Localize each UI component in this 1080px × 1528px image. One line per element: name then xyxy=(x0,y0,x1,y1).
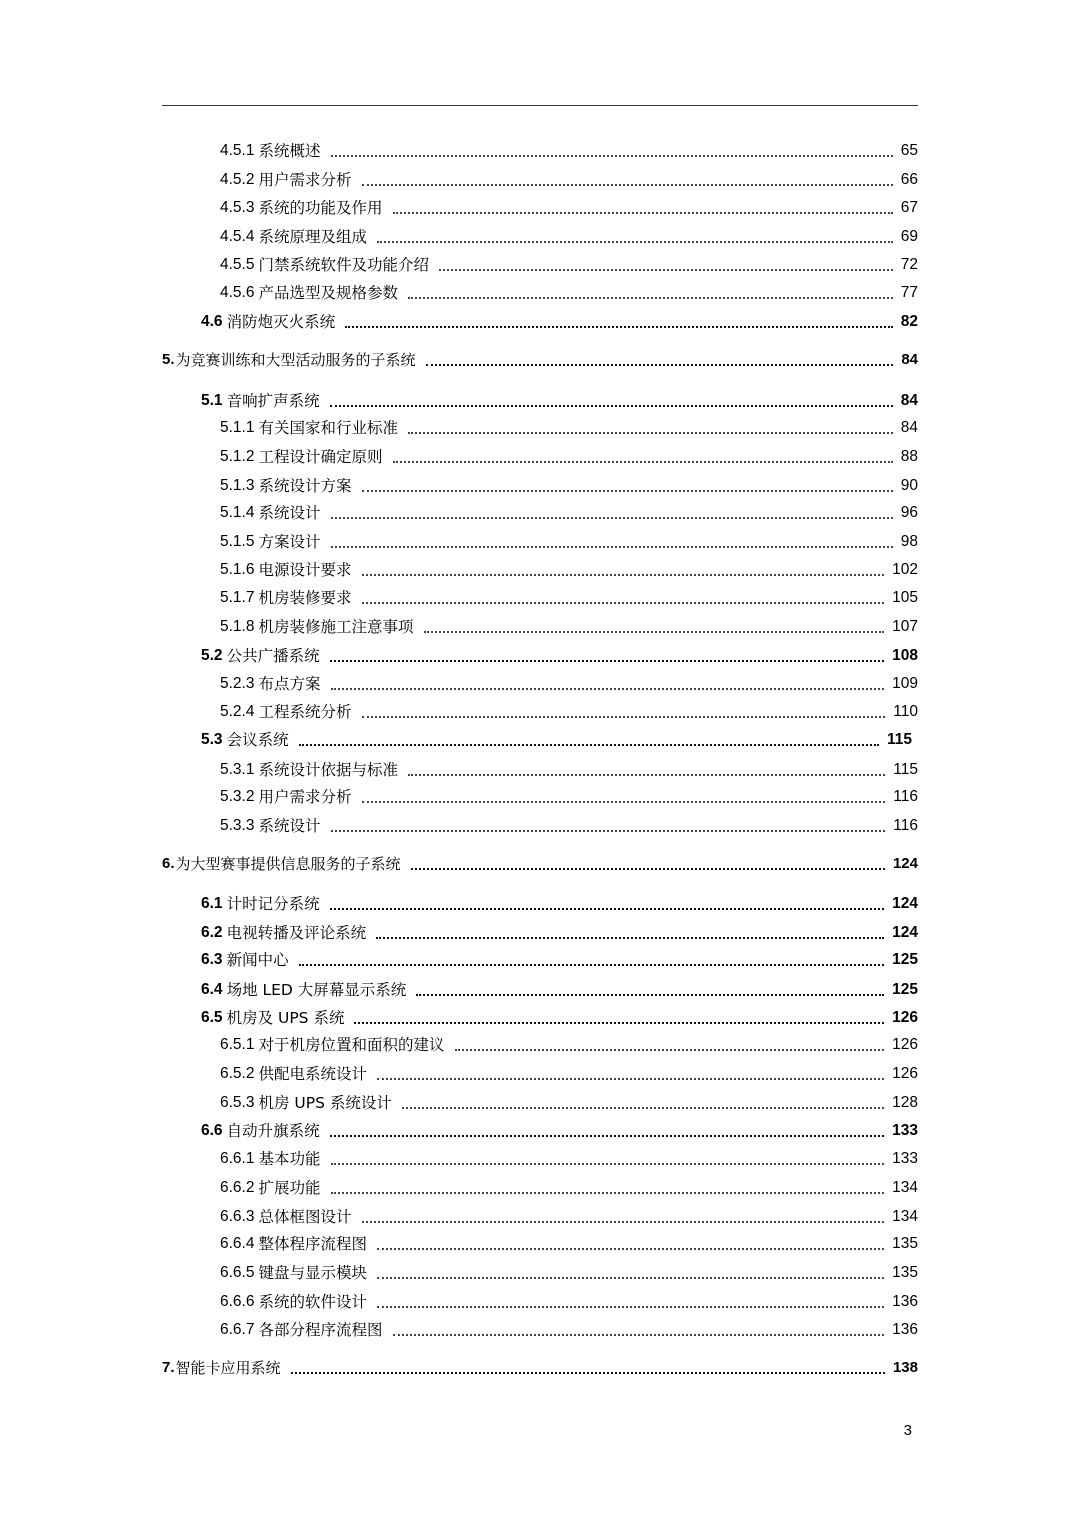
toc-entry-number: 4.5.3 xyxy=(220,199,255,216)
toc-entry-title: 为大型赛事提供信息服务的子系统 xyxy=(175,855,401,873)
toc-dot-leader xyxy=(455,1039,885,1051)
toc-entry-title: 有关国家和行业标准 xyxy=(258,419,398,437)
toc-entry-page: 124 xyxy=(892,924,918,941)
toc-entry xyxy=(220,137,918,161)
toc-entry-title: 工程系统分析 xyxy=(258,703,352,721)
toc-dot-leader xyxy=(330,650,885,662)
toc-entry-title: 系统的软件设计 xyxy=(258,1293,367,1311)
toc-entry-title: 各部分程序流程图 xyxy=(258,1321,383,1339)
toc-entry-number: 5. xyxy=(162,351,175,368)
toc-entry-title: 系统概述 xyxy=(258,142,321,160)
toc-entry-number: 6.4 xyxy=(201,981,223,998)
toc-entry-number: 5.2 xyxy=(201,647,223,664)
toc-entry xyxy=(220,1145,918,1169)
toc-entry xyxy=(201,976,918,1000)
toc-entry xyxy=(220,1089,918,1113)
toc-dot-leader xyxy=(362,1211,885,1223)
toc-entry xyxy=(220,194,918,218)
toc-entry-title: 门禁系统软件及功能介绍 xyxy=(258,256,429,274)
toc-entry-title: 新闻中心 xyxy=(226,951,289,969)
toc-dot-leader xyxy=(408,287,893,299)
toc-dot-leader xyxy=(331,1182,885,1194)
toc-entry-page: 82 xyxy=(900,313,918,330)
toc-entry-page: 116 xyxy=(893,788,918,805)
toc-entry-page: 138 xyxy=(892,1359,918,1376)
toc-entry-page: 102 xyxy=(892,561,918,578)
toc-entry-title: 公共广播系统 xyxy=(226,647,320,665)
toc-entry-title: 机房装修施工注意事项 xyxy=(258,618,414,636)
toc-dot-leader xyxy=(408,764,885,776)
toc-entry-title: 机房 UPS 系统设计 xyxy=(258,1094,392,1112)
toc-entry-number: 5.3.1 xyxy=(220,761,255,778)
toc-entry xyxy=(220,251,918,275)
toc-entry-page: 67 xyxy=(900,199,918,216)
toc-entry-page: 115 xyxy=(893,761,918,778)
toc-entry-page: 105 xyxy=(892,589,918,606)
toc-entry-page: 135 xyxy=(892,1235,918,1252)
toc-dot-leader xyxy=(331,145,893,157)
toc-entry-number: 5.1.4 xyxy=(220,504,255,521)
toc-entry-title: 系统设计方案 xyxy=(258,477,352,495)
toc-dot-leader xyxy=(330,1125,885,1137)
toc-entry-title: 系统设计 xyxy=(258,504,321,522)
toc-entry-title: 系统设计 xyxy=(258,817,321,835)
toc-entry-number: 5.1.3 xyxy=(220,477,255,494)
toc-dot-leader xyxy=(393,202,893,214)
toc-entry-number: 4.5.4 xyxy=(220,228,255,245)
toc-dot-leader xyxy=(362,706,886,718)
toc-entry-number: 5.1.1 xyxy=(220,419,255,436)
toc-entry xyxy=(162,346,918,370)
toc-entry-title: 布点方案 xyxy=(258,675,321,693)
toc-entry xyxy=(220,1174,918,1198)
toc-entry-number: 6.6 xyxy=(201,1122,223,1139)
toc-entry-number: 4.6 xyxy=(201,313,223,330)
toc-entry-page: 126 xyxy=(892,1065,918,1082)
toc-entry-number: 6.5.3 xyxy=(220,1094,255,1111)
toc-entry xyxy=(220,166,918,190)
toc-entry-number: 5.1.5 xyxy=(220,533,255,550)
toc-dot-leader xyxy=(416,984,884,996)
toc-entry-number: 6.6.6 xyxy=(220,1293,255,1310)
toc-entry-title: 系统设计依据与标准 xyxy=(258,761,398,779)
toc-dot-leader xyxy=(299,734,879,746)
toc-entry xyxy=(220,812,918,836)
toc-entry-number: 6.6.1 xyxy=(220,1150,255,1167)
toc-entry-title: 键盘与显示模块 xyxy=(258,1264,367,1282)
toc-entry-page: 133 xyxy=(892,1150,918,1167)
toc-entry-page: 69 xyxy=(900,228,918,245)
toc-entry-page: 126 xyxy=(892,1009,918,1026)
toc-entry-number: 6.5 xyxy=(201,1009,223,1026)
toc-entry-title: 对于机房位置和面积的建议 xyxy=(258,1036,445,1054)
toc-entry-title: 总体框图设计 xyxy=(258,1208,352,1226)
toc-entry xyxy=(220,1203,918,1227)
toc-dot-leader xyxy=(426,354,894,366)
toc-dot-leader xyxy=(362,480,893,492)
toc-entry-page: 124 xyxy=(892,855,918,872)
toc-entry xyxy=(220,584,918,608)
toc-entry xyxy=(220,279,918,303)
toc-dot-leader xyxy=(362,174,893,186)
toc-entry-page: 133 xyxy=(892,1122,918,1139)
toc-entry-number: 5.1.8 xyxy=(220,618,255,635)
toc-entry-page: 84 xyxy=(901,351,918,368)
toc-dot-leader xyxy=(362,564,885,576)
toc-entry-number: 5.1.2 xyxy=(220,448,255,465)
toc-dot-leader xyxy=(377,1238,884,1250)
toc-entry-number: 6.2 xyxy=(201,924,223,941)
toc-entry xyxy=(220,414,918,438)
toc-entry-number: 4.5.6 xyxy=(220,284,255,301)
toc-entry-number: 5.3.2 xyxy=(220,788,255,805)
toc-entry-page: 128 xyxy=(892,1094,918,1111)
toc-dot-leader xyxy=(402,1097,884,1109)
toc-entry xyxy=(201,890,918,914)
toc-entry xyxy=(220,443,918,467)
toc-entry-page: 109 xyxy=(892,675,918,692)
toc-entry xyxy=(220,670,918,694)
toc-dot-leader xyxy=(330,898,885,910)
toc-entry-page: 116 xyxy=(893,817,918,834)
toc-entry-page: 124 xyxy=(892,895,918,912)
toc-dot-leader xyxy=(393,1324,885,1336)
toc-dot-leader xyxy=(411,858,885,870)
toc-entry-number: 5.1.7 xyxy=(220,589,255,606)
toc-dot-leader xyxy=(377,1068,884,1080)
toc-entry xyxy=(201,1004,918,1028)
toc-entry-number: 6.6.4 xyxy=(220,1235,255,1252)
toc-entry xyxy=(220,556,918,580)
toc-dot-leader xyxy=(408,422,893,434)
toc-entry xyxy=(201,946,918,970)
toc-entry-title: 用户需求分析 xyxy=(258,171,352,189)
toc-entry-page: 84 xyxy=(900,392,918,409)
toc-entry-page: 66 xyxy=(900,171,918,188)
toc-entry-title: 系统的功能及作用 xyxy=(258,199,383,217)
toc-entry-page: 77 xyxy=(900,284,918,301)
toc-entry-title: 机房及 UPS 系统 xyxy=(226,1009,345,1027)
toc-entry-page: 110 xyxy=(893,703,918,720)
toc-entry-number: 6. xyxy=(162,855,175,872)
toc-entry xyxy=(201,1117,918,1141)
toc-entry-page: 115 xyxy=(886,731,912,748)
toc-entry-number: 6.6.2 xyxy=(220,1179,255,1196)
toc-dot-leader xyxy=(331,1153,885,1165)
toc-entry-page: 125 xyxy=(892,981,918,998)
toc-dot-leader xyxy=(424,621,885,633)
toc-entry-page: 65 xyxy=(900,142,918,159)
toc-entry-page: 96 xyxy=(900,504,918,521)
toc-entry-page: 108 xyxy=(892,647,918,664)
toc-entry-number: 5.2.3 xyxy=(220,675,255,692)
toc-entry-page: 134 xyxy=(892,1208,918,1225)
toc-entry-title: 方案设计 xyxy=(258,533,321,551)
toc-entry-page: 136 xyxy=(892,1293,918,1310)
toc-entry-title: 扩展功能 xyxy=(258,1179,321,1197)
toc-entry xyxy=(220,223,918,247)
toc-dot-leader xyxy=(331,820,886,832)
toc-entry xyxy=(162,1354,918,1378)
toc-dot-leader xyxy=(330,395,893,407)
toc-dot-leader xyxy=(439,259,893,271)
toc-entry xyxy=(201,726,912,750)
toc-entry-title: 供配电系统设计 xyxy=(258,1065,367,1083)
toc-entry-page: 84 xyxy=(900,419,918,436)
toc-dot-leader xyxy=(377,231,893,243)
toc-entry-number: 5.1 xyxy=(201,392,223,409)
toc-dot-leader xyxy=(377,1267,884,1279)
toc-entry xyxy=(220,1288,918,1312)
toc-entry-page: 107 xyxy=(892,618,918,635)
toc-entry xyxy=(220,1230,918,1254)
toc-entry-number: 6.1 xyxy=(201,895,223,912)
toc-entry-title: 场地 LED 大屏幕显示系统 xyxy=(226,981,407,999)
toc-entry-number: 6.6.7 xyxy=(220,1321,255,1338)
toc-dot-leader xyxy=(377,1296,884,1308)
toc-entry-title: 为竞赛训练和大型活动服务的子系统 xyxy=(175,351,416,369)
toc-entry xyxy=(220,1259,918,1283)
toc-entry-page: 72 xyxy=(900,256,918,273)
toc-entry-number: 6.6.3 xyxy=(220,1208,255,1225)
toc-entry-number: 5.1.6 xyxy=(220,561,255,578)
toc-entry xyxy=(220,698,918,722)
page-number: 3 xyxy=(903,1422,912,1439)
toc-entry-number: 6.6.5 xyxy=(220,1264,255,1281)
toc-entry-number: 6.5.2 xyxy=(220,1065,255,1082)
toc-entry-page: 136 xyxy=(892,1321,918,1338)
toc-entry-title: 会议系统 xyxy=(226,731,289,749)
toc-dot-leader xyxy=(393,451,893,463)
toc-entry-page: 126 xyxy=(892,1036,918,1053)
toc-dot-leader xyxy=(376,927,884,939)
toc-entry-title: 系统原理及组成 xyxy=(258,228,367,246)
toc-dot-leader xyxy=(299,954,885,966)
toc-entry xyxy=(162,850,918,874)
toc-entry xyxy=(220,472,918,496)
toc-entry-title: 用户需求分析 xyxy=(258,788,352,806)
toc-entry-title: 产品选型及规格参数 xyxy=(258,284,398,302)
toc-entry-title: 电视转播及评论系统 xyxy=(226,924,367,942)
toc-entry-title: 智能卡应用系统 xyxy=(175,1359,281,1377)
toc-entry-page: 90 xyxy=(900,477,918,494)
toc-entry-title: 计时记分系统 xyxy=(226,895,320,913)
toc-entry xyxy=(201,642,918,666)
toc-entry-number: 4.5.2 xyxy=(220,171,255,188)
toc-entry-title: 基本功能 xyxy=(258,1150,321,1168)
toc-entry-page: 98 xyxy=(900,533,918,550)
toc-entry-number: 7. xyxy=(162,1359,175,1376)
toc-entry xyxy=(220,783,918,807)
toc-entry xyxy=(220,613,918,637)
toc-entry-number: 5.3 xyxy=(201,731,223,748)
toc-dot-leader xyxy=(345,316,893,328)
toc-entry-page: 135 xyxy=(892,1264,918,1281)
toc-entry xyxy=(220,756,918,780)
toc-dot-leader xyxy=(331,678,885,690)
toc-entry xyxy=(201,919,918,943)
toc-entry-title: 音响扩声系统 xyxy=(226,392,320,410)
toc-entry-title: 机房装修要求 xyxy=(258,589,352,607)
toc-entry-number: 6.5.1 xyxy=(220,1036,255,1053)
toc-entry xyxy=(220,1060,918,1084)
toc-dot-leader xyxy=(362,791,886,803)
toc-entry-title: 消防炮灭火系统 xyxy=(226,313,336,331)
toc-dot-leader xyxy=(331,536,893,548)
toc-entry-title: 自动升旗系统 xyxy=(226,1122,320,1140)
toc-entry xyxy=(220,1316,918,1340)
toc-dot-leader xyxy=(354,1012,884,1024)
toc-entry-number: 5.3.3 xyxy=(220,817,255,834)
toc-entry xyxy=(220,528,918,552)
toc-entry-number: 6.3 xyxy=(201,951,223,968)
toc-entry-page: 134 xyxy=(892,1179,918,1196)
header-rule xyxy=(162,105,918,106)
toc-dot-leader xyxy=(362,592,885,604)
toc-entry xyxy=(220,1031,918,1055)
toc-entry-title: 整体程序流程图 xyxy=(258,1235,367,1253)
toc-entry-title: 工程设计确定原则 xyxy=(258,448,383,466)
toc-entry-number: 4.5.1 xyxy=(220,142,255,159)
toc-entry-page: 88 xyxy=(900,448,918,465)
toc-dot-leader xyxy=(331,507,893,519)
toc-dot-leader xyxy=(291,1362,885,1374)
toc-entry-title: 电源设计要求 xyxy=(258,561,352,579)
toc-entry-page: 125 xyxy=(892,951,918,968)
toc-entry xyxy=(201,387,918,411)
toc-entry-number: 5.2.4 xyxy=(220,703,255,720)
toc-entry-number: 4.5.5 xyxy=(220,256,255,273)
toc-entry xyxy=(201,308,918,332)
toc-entry xyxy=(220,499,918,523)
